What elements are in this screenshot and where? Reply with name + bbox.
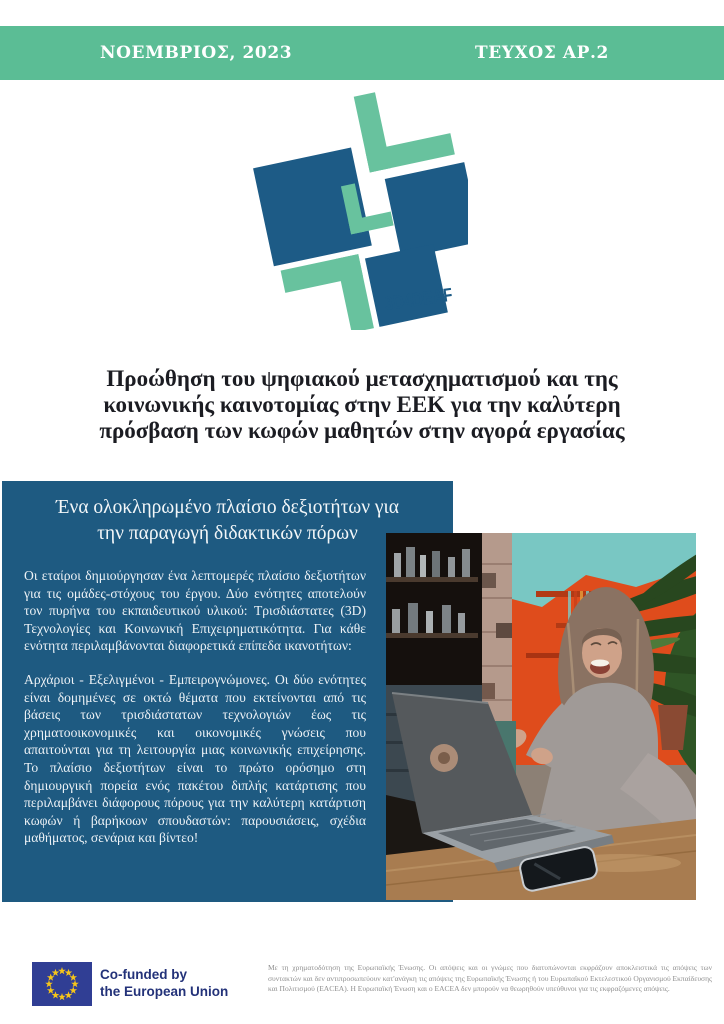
eu-funding-label — [100, 966, 228, 1000]
eu-funding-label-line1: Co-funded by — [100, 967, 187, 982]
article-photo — [386, 533, 696, 900]
logo — [246, 90, 468, 330]
eu-funding-label-line2: the European Union — [100, 984, 229, 999]
eu-logo — [32, 962, 232, 1008]
masthead — [0, 26, 724, 80]
newsletter-title: Προώθηση του ψηφιακού μετασχηματισμού και της κοινωνικής καινοτομίας στην ΕΕΚ για την καλύτερη πρόσβαση των κωφών μαθητών στην αγορά εργασίας — [99, 366, 625, 443]
masthead-date: ΝΟΕΜΒΡΙΟΣ, 2023 — [100, 43, 293, 63]
article-body — [24, 567, 366, 863]
photo-shelves — [386, 533, 482, 685]
article-paragraph-2: Αρχάριοι - Εξελιγμένοι - Εμπειρογνώμονες. Οι δύο ενότητες είναι δομημένες σε οκτώ θέματα που εκτείνονται από τις βάσεις των τρισδιάστατων τεχνολογιών έως τις χρηματοοικονομικές και οικονομικές γνώσεις που απαιτούνται για τη λειτουργία μιας κοινωνικής επιχείρησης. Το πλαίσιο δεξιοτήτων είναι το πρώτο ορόσημο στη δημιουργική πορεία ενός πακέτου διπλής κατάρτισης που περιλαμβάνει διάφορους πόρους για την καλύτερη κατάρτιση κωφών ή βαρήκοων σπουδαστών: παρουσιάσεις, σχέδια μαθήματος, σενάρια και βίντεο! — [24, 671, 366, 846]
eu-flag-icon — [32, 962, 92, 1006]
article-paragraph-1: Οι εταίροι δημιούργησαν ένα λεπτομερές πλαίσιο δεξιοτήτων για τις ομάδες-στόχους του έργου. Δύο ενότητες αποτελούν τον πυρήνα του εκπαιδευτικού υλικού: Τρισδιάστατες (3D) Τεχνολογίες και Κοινωνική Επιχειρηματικότητα. Για κάθε ενότητα περιλαμβάνονται διαφορετικά επίπεδα ικανοτήτων: — [24, 568, 366, 654]
logo-mark — [246, 90, 468, 330]
masthead-issue: ΤΕΥΧΟΣ ΑΡ.2 — [474, 43, 609, 63]
footer-disclaimer: Με τη χρηματοδότηση της Ευρωπαϊκής Ένωσης. Οι απόψεις και οι γνώμες που διατυπώνονται εκφράζουν αποκλειστικά τις απόψεις των συντακτών και δεν αντιπροσωπεύουν κατ'ανάγκη τις απόψεις της Ευρωπαϊκής Ένωσης ή του Ευρωπαϊκού Εκτελεστικού Οργανισμού Εκπαίδευσης και Πολιτισμού (EACEA). Η Ευρωπαϊκή Ένωση και ο EACEA δεν μπορούν να θεωρηθούν υπεύθυνοι για τις εκφραζόμενες απόψεις. — [268, 963, 712, 993]
logo-wordmark: 3D4DEAF — [383, 282, 468, 316]
article-heading: Ένα ολοκληρωμένο πλαίσιο δεξιοτήτων για την παραγωγή διδακτικών πόρων — [55, 497, 400, 544]
